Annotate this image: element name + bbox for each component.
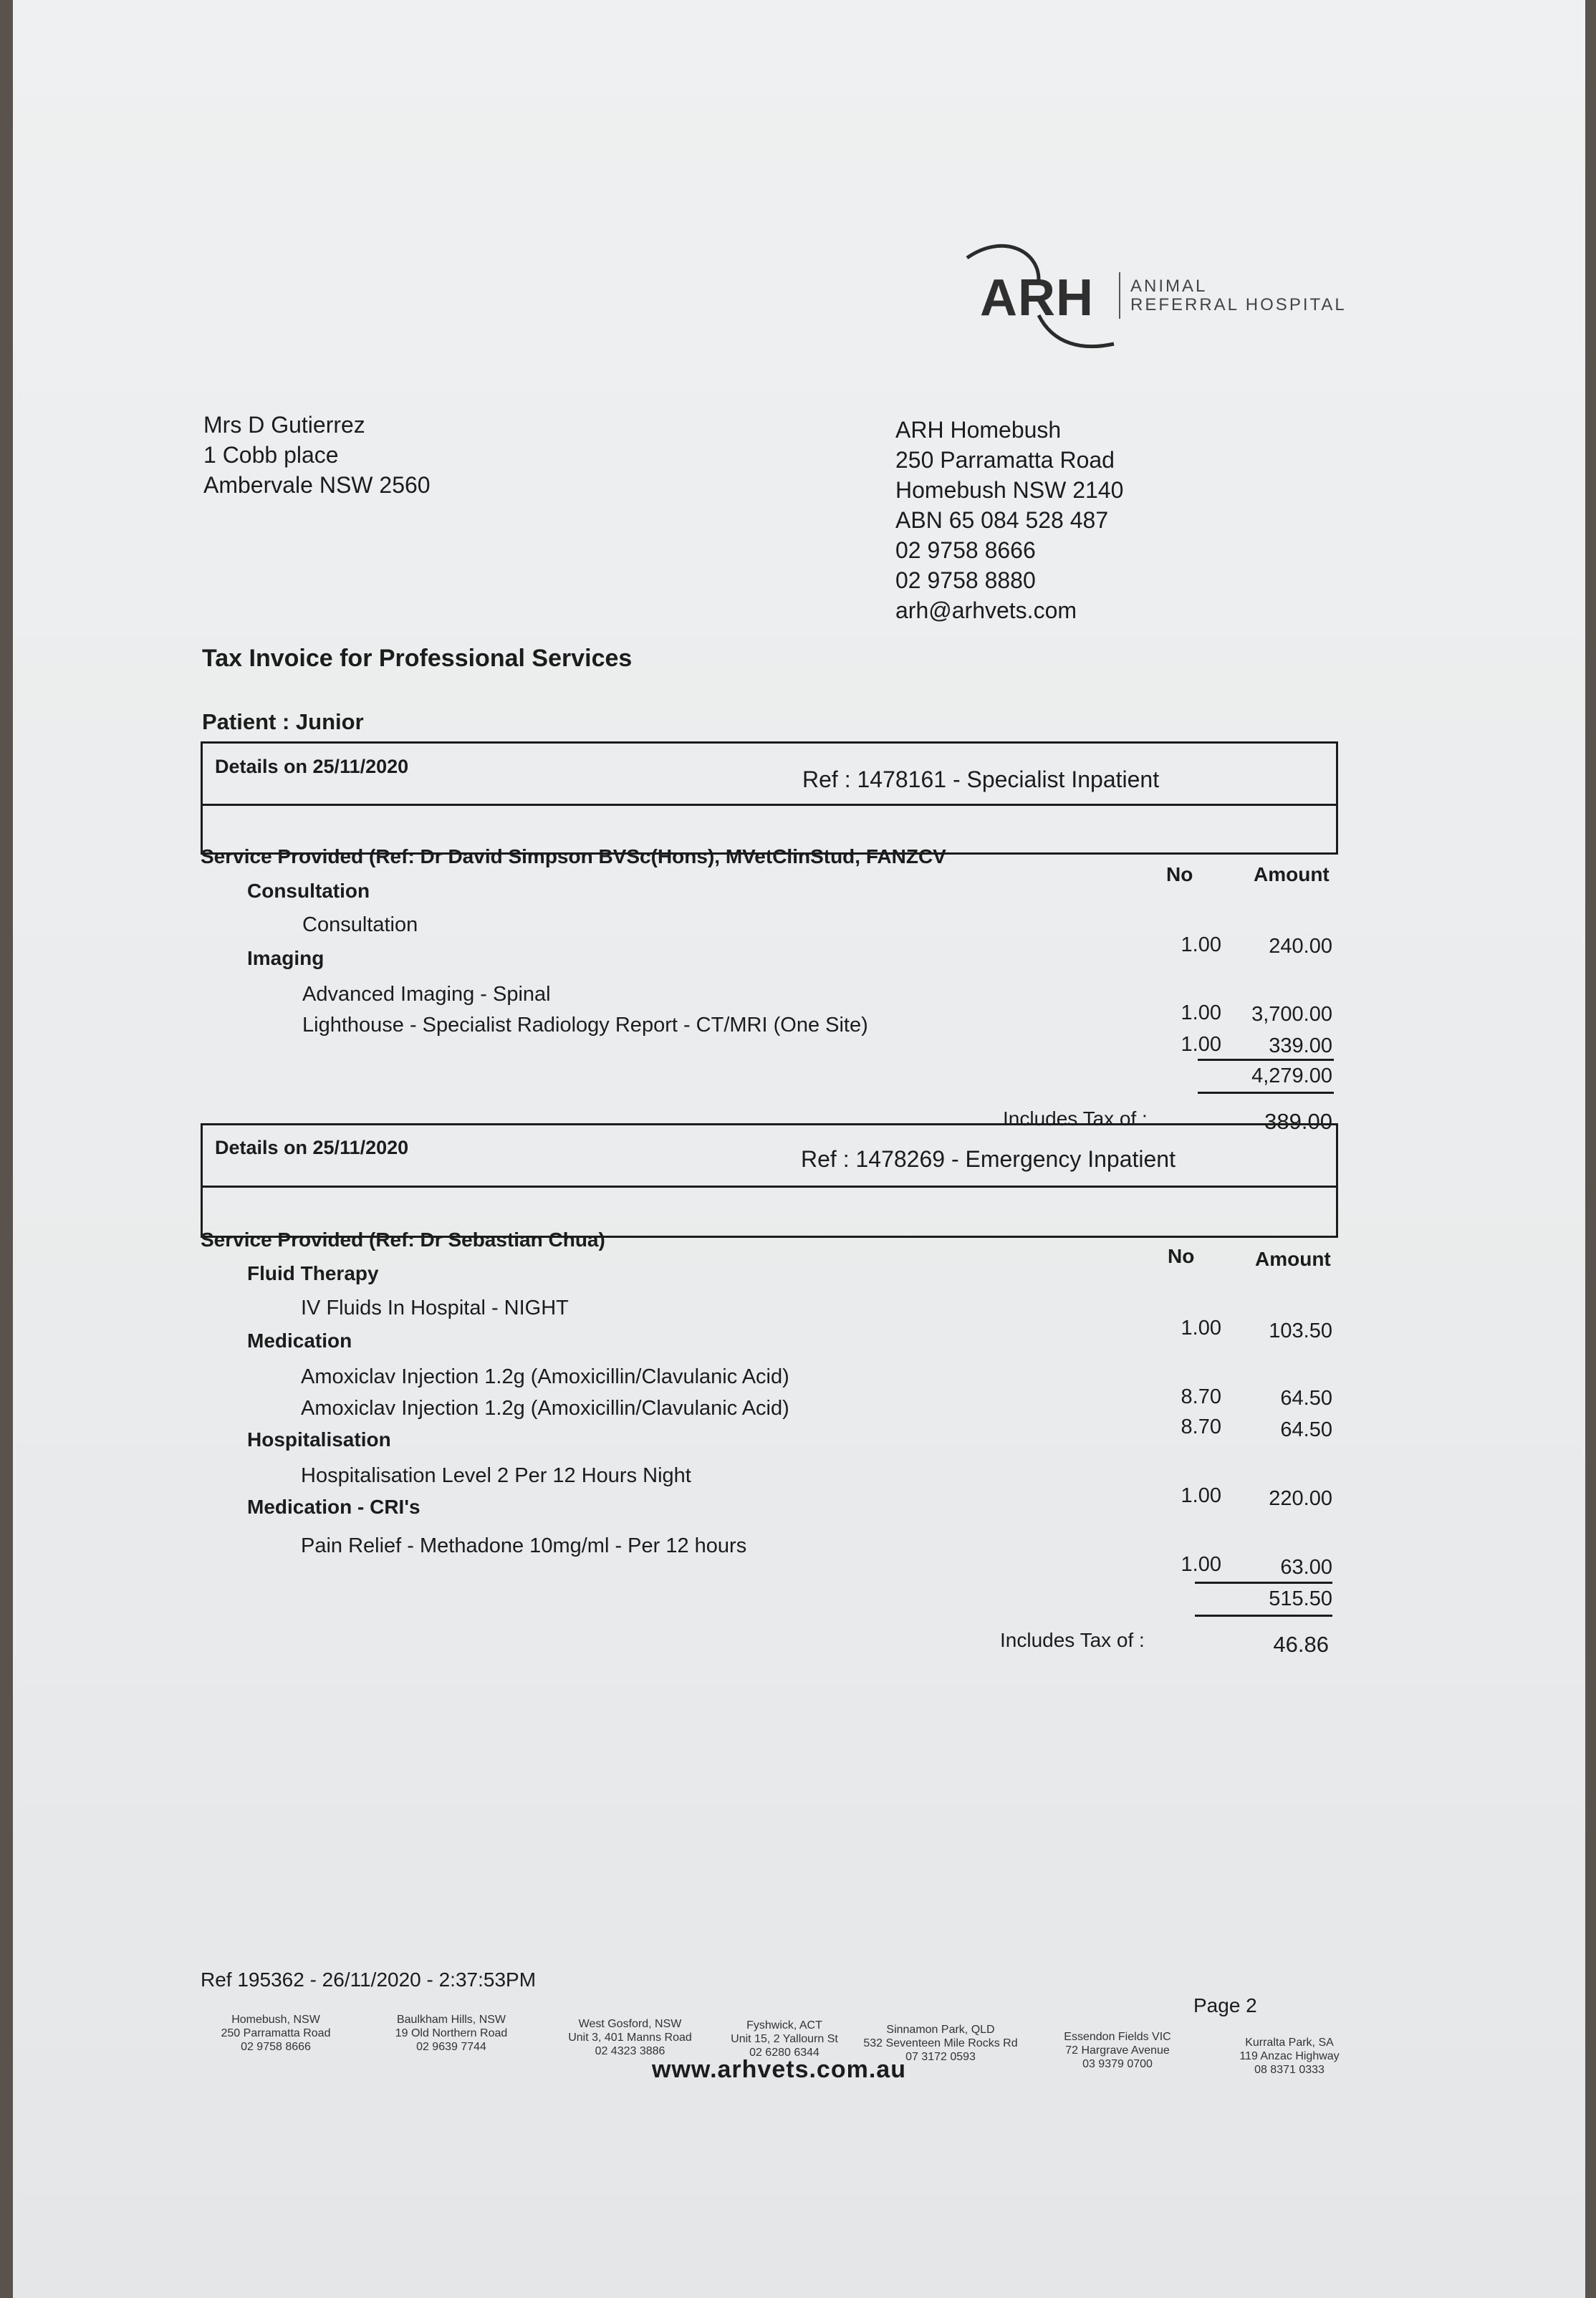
column-amount: Amount (1254, 863, 1330, 885)
clinic-suburb: Homebush NSW 2140 (895, 477, 1124, 503)
details-date: Details on 25/11/2020 (215, 756, 409, 777)
item-description: Pain Relief - Methadone 10mg/ml - Per 12 hours (301, 1534, 747, 1557)
column-no: No (1166, 863, 1193, 885)
invoice-title: Tax Invoice for Professional Services (202, 645, 633, 672)
details-ref: Ref : 1478269 - Emergency Inpatient (801, 1146, 1176, 1172)
item-description: Lighthouse - Specialist Radiology Report - CT/MRI (One Site) (302, 1014, 868, 1037)
details-date: Details on 25/11/2020 (215, 1137, 409, 1158)
item-no: 1.00 (1181, 1317, 1221, 1340)
item-amount: 220.00 (1269, 1487, 1332, 1510)
tax-amount: 389.00 (1264, 1109, 1332, 1134)
section-total: 515.50 (1269, 1587, 1332, 1610)
clinic-phone: 02 9758 8666 (895, 537, 1036, 563)
item-no: 1.00 (1181, 1484, 1221, 1507)
recipient-name: Mrs D Gutierrez (203, 412, 365, 438)
logo-line1: ANIMAL (1130, 277, 1208, 296)
total-rule (1198, 1092, 1334, 1094)
group-heading: Imaging (247, 947, 325, 969)
section-total: 4,279.00 (1251, 1064, 1332, 1087)
item-no: 8.70 (1181, 1415, 1221, 1438)
clinic-email: arh@arhvets.com (895, 597, 1077, 623)
item-amount: 63.00 (1280, 1556, 1332, 1579)
office-address: West Gosford, NSW Unit 3, 401 Manns Road 02 4323 3886 (568, 2018, 692, 2057)
tax-label: Includes Tax of : (1003, 1107, 1148, 1130)
office-address: Sinnamon Park, QLD 532 Seventeen Mile Rocks Rd 07 3172 0593 (863, 2024, 1018, 2063)
item-no: 1.00 (1181, 1553, 1221, 1576)
item-no: 1.00 (1181, 1033, 1221, 1056)
tax-label: Includes Tax of : (1000, 1629, 1145, 1651)
clinic-fax: 02 9758 8880 (895, 567, 1036, 593)
item-amount: 64.50 (1280, 1418, 1332, 1441)
clinic-abn: ABN 65 084 528 487 (895, 507, 1109, 533)
item-amount: 64.50 (1280, 1387, 1332, 1410)
item-no: 1.00 (1181, 1001, 1221, 1024)
item-description: Amoxiclav Injection 1.2g (Amoxicillin/Clavulanic Acid) (301, 1397, 789, 1420)
total-rule (1195, 1615, 1332, 1617)
logo-mark: ARH (980, 269, 1094, 327)
column-amount: Amount (1255, 1248, 1331, 1270)
group-heading: Consultation (247, 880, 370, 902)
website-link[interactable]: www.arhvets.com.au (652, 2056, 906, 2083)
item-no: 1.00 (1181, 933, 1221, 956)
page-number: Page 2 (1193, 1994, 1257, 2016)
recipient-suburb: Ambervale NSW 2560 (203, 472, 431, 498)
item-amount: 240.00 (1269, 935, 1332, 958)
clinic-name: ARH Homebush (895, 417, 1062, 443)
group-heading: Medication - CRI's (247, 1496, 420, 1518)
service-provider: Service Provided (Ref: Dr Sebastian Chua) (201, 1229, 605, 1251)
tax-amount: 46.86 (1273, 1632, 1329, 1657)
office-address: Kurralta Park, SA 119 Anzac Highway 08 8371 0333 (1239, 2037, 1340, 2076)
item-description: IV Fluids In Hospital - NIGHT (301, 1297, 569, 1319)
office-address: Baulkham Hills, NSW 19 Old Northern Road 02 9639 7744 (395, 2014, 508, 2053)
details-ref: Ref : 1478161 - Specialist Inpatient (802, 766, 1160, 792)
clinic-street: 250 Parramatta Road (895, 447, 1115, 473)
group-heading: Fluid Therapy (247, 1262, 379, 1284)
office-address: Homebush, NSW 250 Parramatta Road 02 9758 8666 (221, 2014, 331, 2053)
office-address: Essendon Fields VIC 72 Hargrave Avenue 03 9379 0700 (1064, 2031, 1171, 2070)
subtotal-rule (1198, 1059, 1334, 1061)
item-amount: 103.50 (1269, 1319, 1332, 1342)
item-description: Hospitalisation Level 2 Per 12 Hours Night (301, 1464, 691, 1487)
group-heading: Medication (247, 1330, 352, 1352)
item-description: Amoxiclav Injection 1.2g (Amoxicillin/Clavulanic Acid) (301, 1365, 789, 1388)
item-no: 8.70 (1181, 1385, 1221, 1408)
print-reference: Ref 195362 - 26/11/2020 - 2:37:53PM (201, 1968, 537, 1991)
column-no: No (1168, 1245, 1195, 1267)
patient-label: Patient : Junior (202, 709, 364, 734)
logo-line2: REFERRAL HOSPITAL (1130, 295, 1347, 314)
recipient-street: 1 Cobb place (203, 442, 339, 468)
item-description: Advanced Imaging - Spinal (302, 983, 551, 1006)
subtotal-rule (1195, 1582, 1332, 1584)
office-address: Fyshwick, ACT Unit 15, 2 Yallourn St 02 6280 6344 (731, 2019, 838, 2059)
item-amount: 339.00 (1269, 1034, 1332, 1057)
service-provider: Service Provided (Ref: Dr David Simpson BVSc(Hons), MVetClinStud, FANZCV (201, 845, 946, 867)
item-amount: 3,700.00 (1251, 1003, 1332, 1026)
group-heading: Hospitalisation (247, 1428, 391, 1451)
item-description: Consultation (302, 913, 418, 936)
